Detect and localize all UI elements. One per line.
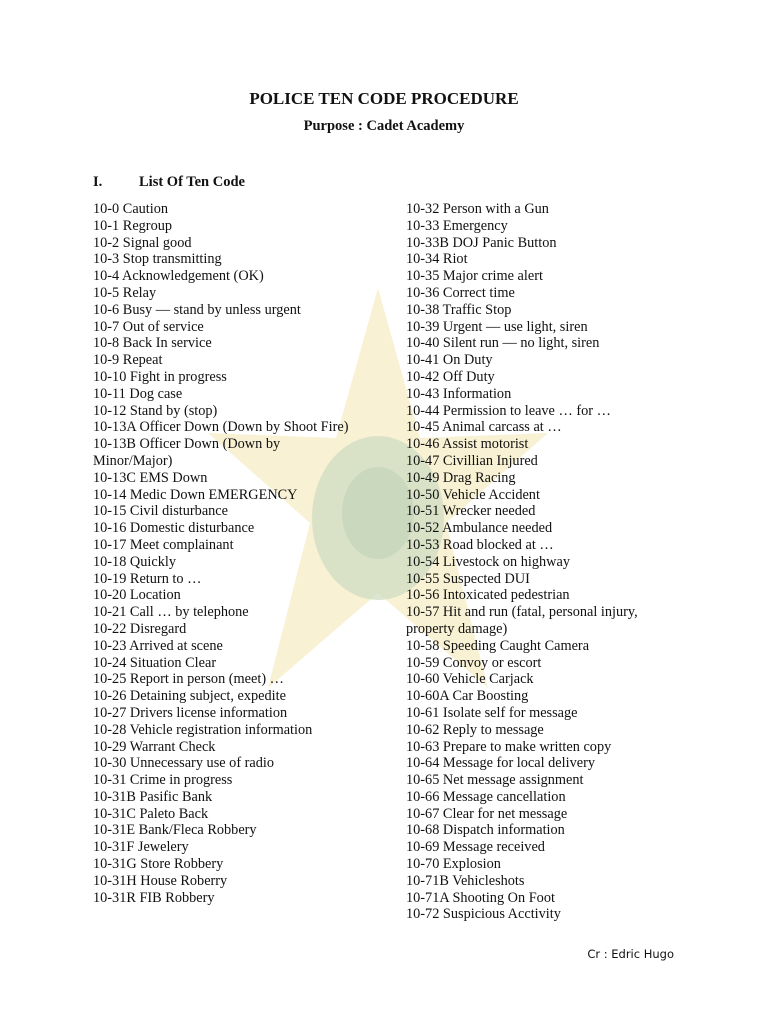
ten-code-item: 10-15 Civil disturbance [93,503,229,520]
ten-code-item: 10-23 Arrived at scene [93,637,223,654]
ten-code-item: 10-1 Regroup [93,217,173,234]
ten-code-item: 10-33B DOJ Panic Button [406,234,557,251]
ten-code-item: 10-67 Clear for net message [406,805,568,822]
ten-code-item: 10-31F Jewelery [93,839,189,856]
ten-code-item: 10-52 Ambulance needed [406,520,553,537]
ten-code-item: 10-31H House Roberry [93,872,228,889]
section-title: List Of Ten Code [139,174,245,190]
ten-code-item: 10-13A Officer Down (Down by Shoot Fire) [93,419,349,436]
ten-code-item: 10-4 Acknowledgement (OK) [93,268,264,285]
ten-code-item: 10-31C Paleto Back [93,805,209,822]
ten-code-item: 10-62 Reply to message [406,721,544,738]
ten-code-item: 10-20 Location [93,587,181,604]
ten-code-item: 10-41 On Duty [406,352,493,369]
ten-code-item: 10-71B Vehicleshots [406,872,525,889]
ten-code-item: 10-31G Store Robbery [93,856,224,873]
ten-code-item: 10-11 Dog case [93,385,183,402]
ten-code-item: 10-24 Situation Clear [93,654,217,671]
section-number: I. [93,174,103,190]
ten-code-item: 10-63 Prepare to make written copy [406,738,612,755]
section-heading [93,174,245,191]
ten-code-item: 10-13C EMS Down [93,469,208,486]
ten-code-list-right [406,201,680,923]
ten-code-item: 10-31B Pasific Bank [93,788,213,805]
ten-code-item: 10-43 Information [406,385,512,402]
ten-code-item: 10-22 Disregard [93,620,187,637]
ten-code-item: 10-61 Isolate self for message [406,704,578,721]
credit-text: Cr : Edric Hugo [587,947,674,961]
ten-code-item: 10-9 Repeat [93,352,163,369]
ten-code-item: 10-18 Quickly [93,553,176,570]
ten-code-item: 10-40 Silent run — no light, siren [406,335,600,352]
ten-code-item: 10-3 Stop transmitting [93,251,222,268]
ten-code-item: 10-49 Drag Racing [406,469,516,486]
ten-code-item: 10-0 Caution [93,201,169,217]
ten-code-item: 10-39 Urgent — use light, siren [406,318,588,335]
ten-code-list-left [93,201,355,906]
ten-code-item: 10-54 Livestock on highway [406,553,570,570]
ten-code-item: 10-26 Detaining subject, expedite [93,688,286,705]
document-subtitle: Purpose : Cadet Academy [303,118,465,134]
ten-code-item: 10-21 Call … by telephone [93,604,249,621]
ten-code-item: 10-45 Animal carcass at … [406,419,562,436]
ten-code-item: 10-31E Bank/Fleca Robbery [93,822,257,839]
ten-code-item: 10-10 Fight in progress [93,368,227,385]
ten-code-item: 10-71A Shooting On Foot [406,889,555,906]
ten-code-item: 10-8 Back In service [93,335,212,352]
ten-code-item: 10-29 Warrant Check [93,738,216,755]
ten-code-item: 10-19 Return to … [93,570,202,587]
ten-code-item: 10-60A Car Boosting [406,688,529,705]
ten-code-item: 10-42 Off Duty [406,368,495,385]
ten-code-item: 10-56 Intoxicated pedestrian [406,587,570,604]
ten-code-item: 10-36 Correct time [406,284,515,301]
ten-code-item: 10-57 Hit and run (fatal, personal injury, property damage) [406,604,638,637]
ten-code-item: 10-30 Unnecessary use of radio [93,755,275,772]
ten-code-item: 10-13B Officer Down (Down by Minor/Major) [93,436,281,469]
ten-code-item: 10-34 Riot [406,251,468,268]
ten-code-item: 10-70 Explosion [406,856,501,873]
ten-code-item: 10-5 Relay [93,284,157,301]
ten-code-item: 10-33 Emergency [406,217,508,234]
ten-code-item: 10-50 Vehicle Accident [406,486,540,503]
ten-code-item: 10-38 Traffic Stop [406,301,512,318]
ten-code-item: 10-35 Major crime alert [406,268,543,285]
ten-code-item: 10-12 Stand by (stop) [93,402,218,419]
ten-code-item: 10-28 Vehicle registration information [93,721,313,738]
ten-code-item: 10-32 Person with a Gun [406,201,549,217]
ten-code-item: 10-69 Message received [406,839,545,856]
ten-code-item: 10-47 Civillian Injured [406,452,538,469]
ten-code-item: 10-51 Wrecker needed [406,503,536,520]
ten-code-item: 10-31R FIB Robbery [93,889,215,906]
ten-code-item: 10-6 Busy — stand by unless urgent [93,301,301,318]
ten-code-item: 10-68 Dispatch information [406,822,565,839]
ten-code-item: 10-16 Domestic disturbance [93,520,255,537]
ten-code-item: 10-17 Meet complainant [93,536,234,553]
ten-code-item: 10-44 Permission to leave … for … [406,402,611,419]
ten-code-item: 10-58 Speeding Caught Camera [406,637,590,654]
document-title: POLICE TEN CODE PROCEDURE [249,89,519,108]
ten-code-item: 10-72 Suspicious Acctivity [406,906,561,923]
ten-code-item: 10-59 Convoy or escort [406,654,542,671]
ten-code-item: 10-66 Message cancellation [406,788,566,805]
ten-code-item: 10-14 Medic Down EMERGENCY [93,486,298,503]
ten-code-item: 10-65 Net message assignment [406,772,584,789]
ten-code-item: 10-31 Crime in progress [93,772,233,789]
ten-code-item: 10-55 Suspected DUI [406,570,530,587]
ten-code-item: 10-53 Road blocked at … [406,536,554,553]
ten-code-item: 10-2 Signal good [93,234,192,251]
ten-code-item: 10-46 Assist motorist [406,436,529,453]
ten-code-item: 10-60 Vehicle Carjack [406,671,534,688]
ten-code-item: 10-27 Drivers license information [93,704,288,721]
ten-code-item: 10-25 Report in person (meet) … [93,671,284,688]
ten-code-item: 10-64 Message for local delivery [406,755,595,772]
ten-code-item: 10-7 Out of service [93,318,204,335]
